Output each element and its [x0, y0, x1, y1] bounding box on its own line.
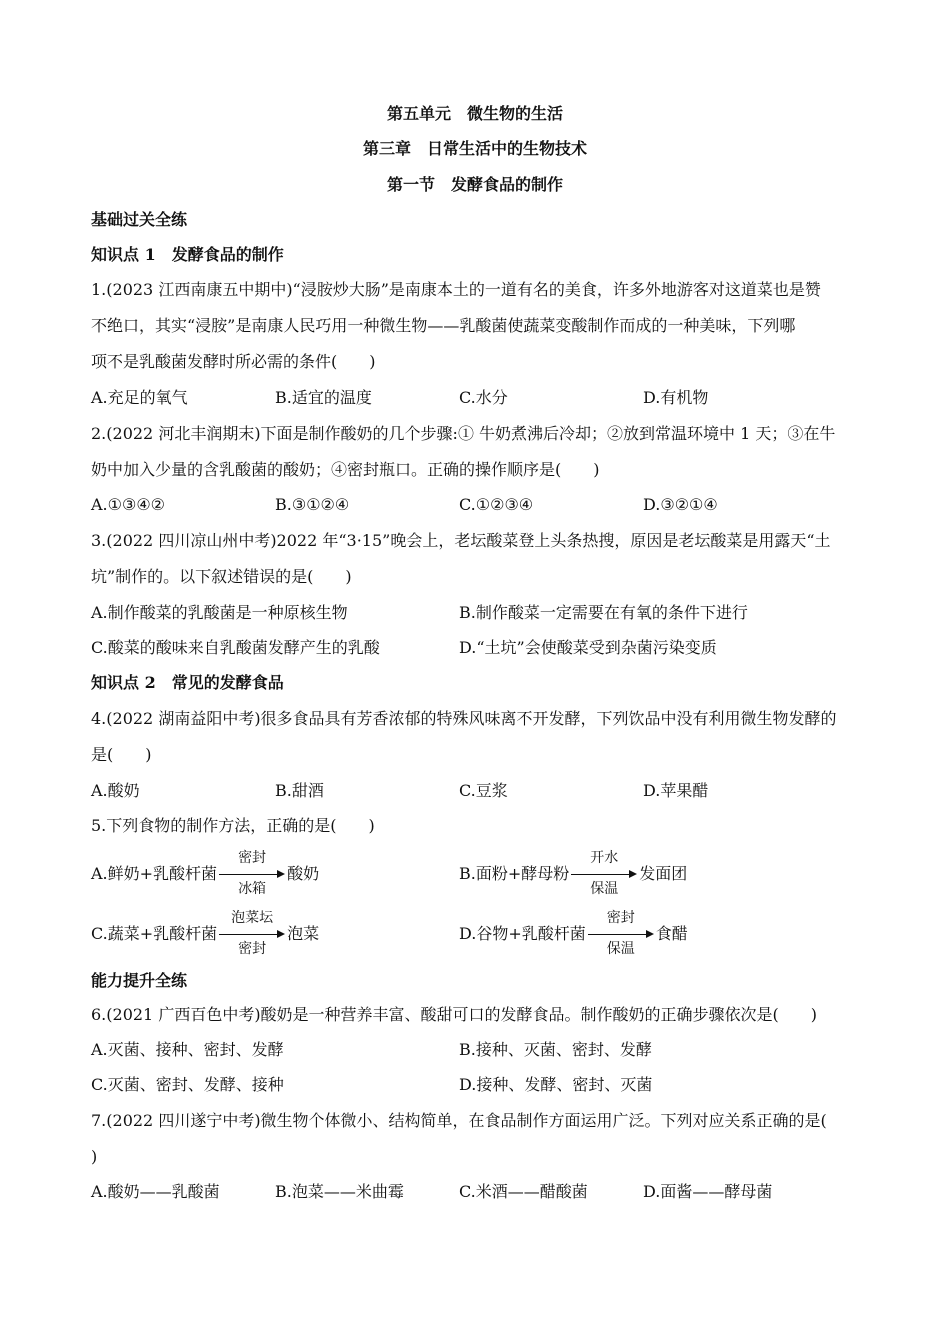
q4-option-c: C.豆浆 [459, 781, 508, 800]
q3-option-b: B.制作酸菜一定需要在有氧的条件下进行 [459, 603, 748, 622]
q5-b-arrow-top: 开水 [590, 849, 619, 866]
q5-option-c [91, 909, 320, 957]
q3-line-1: 3.(2022 四川凉山州中考)2022 年“3·15”晚会上，老坛酸菜登上头条热搜，原因是老坛酸菜是用露天“土 [91, 531, 831, 550]
q5-d-arrow [588, 909, 654, 957]
q5-d-arrow-top: 密封 [606, 909, 635, 926]
q4-option-a: A.酸奶 [91, 781, 140, 800]
q4-line-2: 是( ) [91, 745, 152, 764]
unit-title: 第五单元 微生物的生活 [386, 104, 563, 123]
q2-option-b: B.③①②④ [275, 495, 350, 514]
chapter-title: 第三章 日常生活中的生物技术 [362, 139, 587, 158]
q1-option-c: C.水分 [459, 388, 508, 407]
q5-c-arrow-top: 泡菜坛 [231, 909, 274, 926]
q3-option-d: D.“土坑”会使酸菜受到杂菌污染变质 [459, 638, 717, 657]
q5-option-d [459, 909, 688, 957]
q5-stem: 5.下列食物的制作方法，正确的是( ) [91, 816, 375, 835]
q5-a-arrow-bottom: 冰箱 [238, 880, 267, 897]
q2-line-2: 奶中加入少量的含乳酸菌的酸奶；④密封瓶口。正确的操作顺序是( ) [91, 460, 600, 479]
q2-line-1: 2.(2022 河北丰润期末)下面是制作酸奶的几个步骤:① 牛奶煮沸后冷却；②放到常温环境中 1 天；③在牛 [91, 424, 836, 443]
q4-option-d: D.苹果醋 [643, 781, 709, 800]
q5-option-b [459, 849, 688, 897]
part1-heading: 基础过关全练 [91, 210, 188, 229]
q5-c-arrow [219, 909, 285, 957]
q5-d-product: 食醋 [655, 924, 688, 943]
section-title: 第一节 发酵食品的制作 [386, 175, 563, 194]
q2-option-d: D.③②①④ [643, 495, 718, 514]
q7-option-a: A.酸奶——乳酸菌 [91, 1182, 220, 1201]
q5-d-reactants: D.谷物+乳酸杆菌 [459, 924, 586, 943]
q2-option-a: A.①③④② [91, 495, 166, 514]
q6-line-1: 6.(2021 广西百色中考)酸奶是一种营养丰富、酸甜可口的发酵食品。制作酸奶的正确步骤依次是( ) [91, 1005, 818, 1024]
q5-a-arrow [219, 849, 285, 897]
q7-line-1: 7.(2022 四川遂宁中考)微生物个体微小、结构简单，在食品制作方面运用广泛。下列对应关系正确的是( [91, 1111, 827, 1130]
q7-option-d: D.面酱——酵母菌 [643, 1182, 773, 1201]
q5-a-reactants: A.鲜奶+乳酸杆菌 [91, 864, 218, 883]
q3-line-2: 坑”制作的。以下叙述错误的是( ) [91, 567, 352, 586]
q5-c-reactants: C.蔬菜+乳酸杆菌 [91, 924, 218, 943]
q5-d-arrow-bottom: 保温 [606, 940, 635, 957]
q5-option-a [91, 849, 320, 897]
q1-option-d: D.有机物 [643, 388, 709, 407]
q3-option-a: A.制作酸菜的乳酸菌是一种原核生物 [91, 603, 348, 622]
q4-option-b: B.甜酒 [275, 781, 324, 800]
q5-c-product: 泡菜 [287, 924, 320, 943]
q6-option-a: A.灭菌、接种、密封、发酵 [91, 1040, 284, 1059]
q5-b-arrow [571, 849, 637, 897]
q7-line-2: ) [91, 1147, 98, 1166]
q7-option-c: C.米酒——醋酸菌 [459, 1182, 588, 1201]
q1-option-a: A.充足的氧气 [91, 388, 188, 407]
q5-c-arrow-bottom: 密封 [238, 940, 267, 957]
q6-option-c: C.灭菌、密封、发酵、接种 [91, 1075, 284, 1094]
q1-line-1: 1.(2023 江西南康五中期中)“浸胺炒大肠”是南康本土的一道有名的美食，许多外地游客对这道菜也是赞 [91, 280, 821, 299]
q2-option-c: C.①②③④ [459, 495, 534, 514]
q1-option-b: B.适宜的温度 [275, 388, 372, 407]
q5-b-reactants: B.面粉+酵母粉 [459, 864, 570, 883]
knowledge-point-1: 知识点 1 发酵食品的制作 [91, 245, 284, 264]
q5-a-arrow-top: 密封 [238, 849, 267, 866]
q1-line-3: 项不是乳酸菌发酵时所必需的条件( ) [91, 352, 376, 371]
q6-option-d: D.接种、发酵、密封、灭菌 [459, 1075, 653, 1094]
q5-b-product: 发面团 [639, 864, 688, 883]
q1-line-2: 不绝口，其实“浸胺”是南康人民巧用一种微生物——乳酸菌使蔬菜变酸制作而成的一种美味，下列哪 [91, 316, 796, 335]
knowledge-point-2: 知识点 2 常见的发酵食品 [91, 673, 284, 692]
q4-line-1: 4.(2022 湖南益阳中考)很多食品具有芳香浓郁的特殊风味离不开发酵，下列饮品中没有利用微生物发酵的 [91, 709, 837, 728]
q6-option-b: B.接种、灭菌、密封、发酵 [459, 1040, 652, 1059]
part2-heading: 能力提升全练 [91, 971, 188, 990]
q5-a-product: 酸奶 [287, 864, 320, 883]
q3-option-c: C.酸菜的酸味来自乳酸菌发酵产生的乳酸 [91, 638, 380, 657]
q7-option-b: B.泡菜——米曲霉 [275, 1182, 404, 1201]
q5-b-arrow-bottom: 保温 [590, 880, 619, 897]
